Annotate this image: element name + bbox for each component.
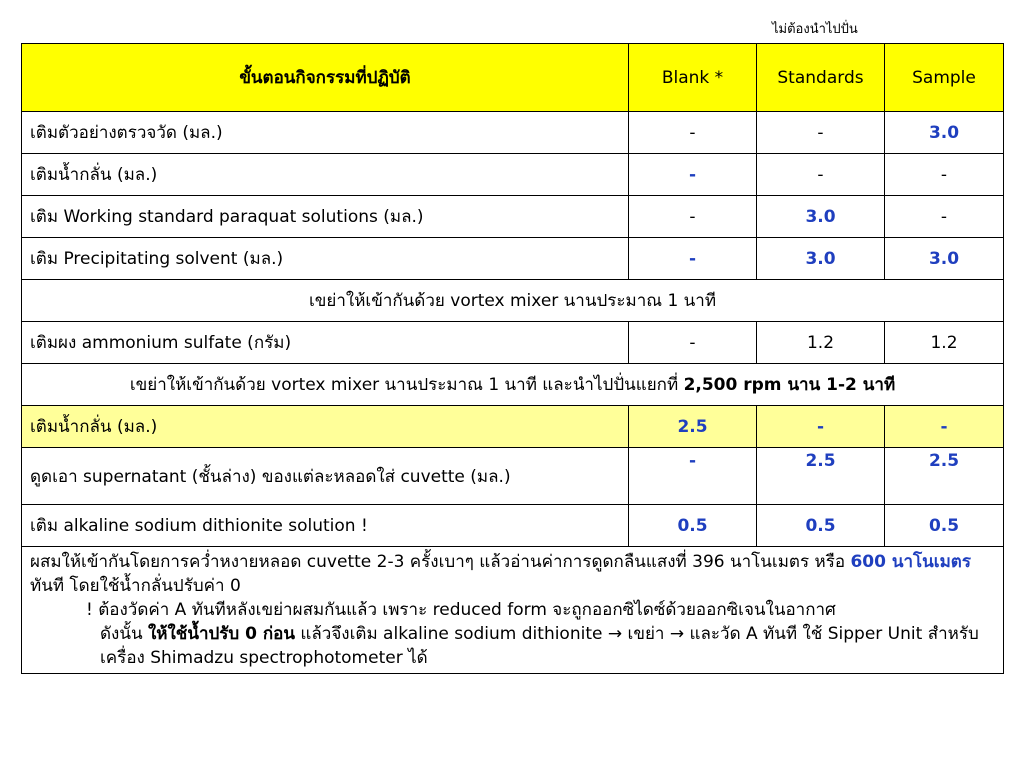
header-steps: ขั้นตอนกิจกรรมที่ปฏิบัติ (22, 44, 629, 112)
standards-cell: 0.5 (757, 505, 885, 547)
blank-cell: - (629, 448, 757, 505)
step-cell: เติมน้ำกลั่น (มล.) (22, 154, 629, 196)
notes-row (22, 547, 1004, 674)
blank-cell: - (629, 196, 757, 238)
step-cell: ดูดเอา supernatant (ชั้นล่าง) ของแต่ละหลอดใส่ cuvette (มล.) (22, 448, 629, 505)
blank-cell: - (629, 112, 757, 154)
table-row (22, 448, 1004, 505)
protocol-table (21, 43, 1004, 674)
table-row (22, 322, 1004, 364)
sample-cell: 3.0 (885, 238, 1004, 280)
step-cell: เติมผง ammonium sulfate (กรัม) (22, 322, 629, 364)
sample-cell: 1.2 (885, 322, 1004, 364)
table-row-highlighted (22, 406, 1004, 448)
mix-instruction-2 (22, 364, 1004, 406)
no-centrifuge-note: ไม่ต้องนำไปปั่น (772, 22, 858, 37)
sample-cell: 2.5 (885, 448, 1004, 505)
measurement-notes (22, 547, 1004, 674)
blank-cell: 2.5 (629, 406, 757, 448)
notes-line-1: ผสมให้เข้ากันโดยการคว่ำหงายหลอด cuvette 2-3 ครั้งเบาๆ แล้วอ่านค่าการดูดกลืนแสงที่ 396 นาโนเมตร หรือ 600 นาโนเมตร ทันที โดยใช้น้ำกลั่นปรับค่า 0 (30, 552, 971, 596)
sample-cell: - (885, 196, 1004, 238)
header-row (22, 44, 1004, 112)
step-cell: เติมน้ำกลั่น (มล.) (22, 406, 629, 448)
header-blank: Blank * (629, 44, 757, 112)
standards-cell: 2.5 (757, 448, 885, 505)
mix2-bold: 2,500 rpm นาน 1-2 นาที (683, 375, 896, 395)
table-row (22, 196, 1004, 238)
standards-cell: - (757, 406, 885, 448)
sample-cell: - (885, 154, 1004, 196)
header-standards: Standards (757, 44, 885, 112)
mix-centrifuge-row (22, 364, 1004, 406)
table-row (22, 154, 1004, 196)
standards-cell: 1.2 (757, 322, 885, 364)
standards-cell: 3.0 (757, 238, 885, 280)
step-cell: เติม Working standard paraquat solutions (มล.) (22, 196, 629, 238)
blank-cell: - (629, 154, 757, 196)
standards-cell: 3.0 (757, 196, 885, 238)
notes-line-3: ดังนั้น ให้ใช้น้ำปรับ 0 ก่อน แล้วจึงเติม alkaline sodium dithionite → เขย่า → และวัด A ทันที ใช้ Sipper Unit สำหรับเครื่อง Shimadzu spectrophotometer ได้ (100, 624, 979, 668)
standards-cell: - (757, 112, 885, 154)
mix-instruction-1: เขย่าให้เข้ากันด้วย vortex mixer นานประมาณ 1 นาที (22, 280, 1004, 322)
wavelength-highlight: 600 นาโนเมตร (850, 552, 971, 572)
mix-row (22, 280, 1004, 322)
header-sample: Sample (885, 44, 1004, 112)
blank-cell: 0.5 (629, 505, 757, 547)
sample-cell: 0.5 (885, 505, 1004, 547)
arrow-right-icon: → (669, 624, 685, 644)
sample-cell: 3.0 (885, 112, 1004, 154)
table-row (22, 112, 1004, 154)
notes-line-2: ! ต้องวัดค่า A ทันทีหลังเขย่าผสมกันแล้ว เพราะ reduced form จะถูกออกซิไดซ์ด้วยออกซิเจนในอากาศ (86, 600, 836, 620)
table-row (22, 238, 1004, 280)
step-cell: เติมตัวอย่างตรวจวัด (มล.) (22, 112, 629, 154)
blank-cell: - (629, 322, 757, 364)
table-row (22, 505, 1004, 547)
arrow-right-icon: → (607, 624, 623, 644)
step-cell: เติม alkaline sodium dithionite solution ! (22, 505, 629, 547)
blank-cell: - (629, 238, 757, 280)
mix2-text: เขย่าให้เข้ากันด้วย vortex mixer นานประมาณ 1 นาที และนำไปปั่นแยกที่ (129, 375, 684, 395)
standards-cell: - (757, 154, 885, 196)
step-cell: เติม Precipitating solvent (มล.) (22, 238, 629, 280)
sample-cell: - (885, 406, 1004, 448)
zero-with-water-bold: ให้ใช้น้ำปรับ 0 ก่อน (148, 624, 296, 644)
